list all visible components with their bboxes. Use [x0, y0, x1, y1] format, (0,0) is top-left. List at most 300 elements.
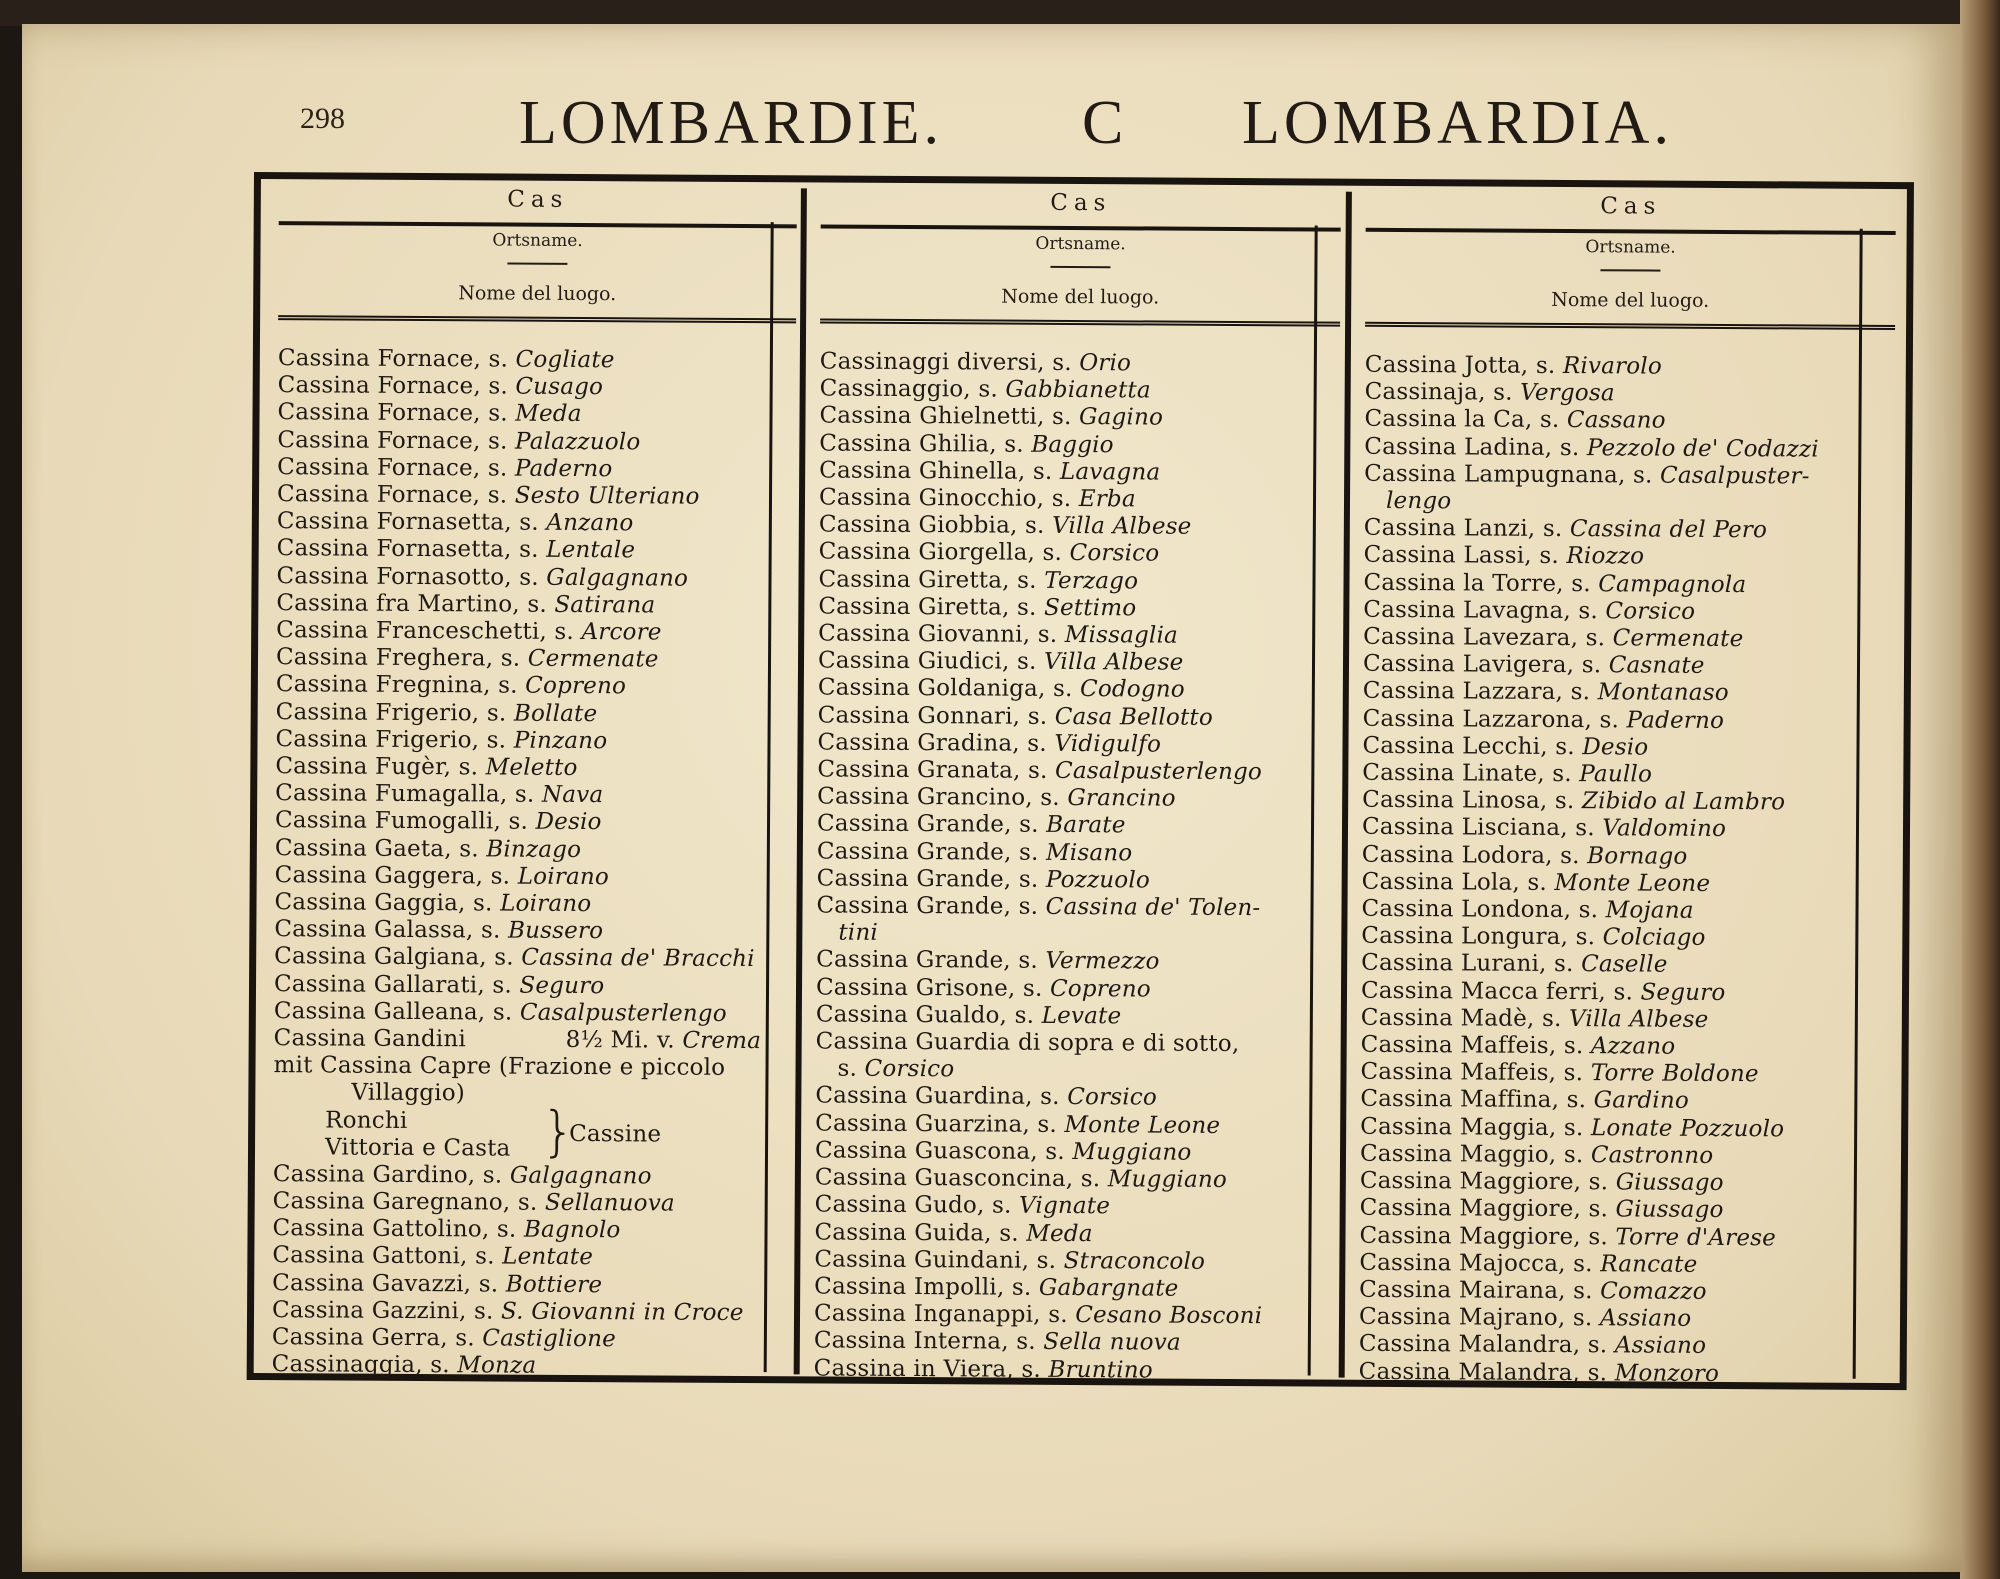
entry-name: Cassina Lazzarona: [1362, 705, 1585, 733]
entry-reference: Misano: [1045, 839, 1133, 867]
list-item: Cassina Frigerio, s. Bollate: [275, 698, 598, 727]
entry-reference: Lentate: [502, 1243, 594, 1271]
list-item: Cassina Impolli, s. Gabargnate: [814, 1273, 1179, 1302]
list-item: Cassina Lodora, s. Bornago: [1361, 841, 1688, 870]
list-item: Cassina Maggiore, s. Giussago: [1359, 1195, 1724, 1224]
entry-reference: Bottiere: [505, 1271, 603, 1298]
entry-name: Cassina Lazzara: [1362, 678, 1556, 706]
entry-name: Cassina Madè: [1360, 1004, 1528, 1032]
list-item: Cassina Maggia, s. Lonate Pozzuolo: [1360, 1113, 1785, 1143]
entry-reference: Rancate: [1600, 1250, 1698, 1278]
entry-reference: Monte Leone: [1554, 869, 1711, 897]
entry-reference: Vergosa: [1520, 379, 1615, 407]
entry-name: Cassina Guascona: [814, 1137, 1031, 1165]
entry-reference: Riozzo: [1566, 543, 1645, 570]
entry-reference: Lonate Pozzuolo: [1590, 1114, 1785, 1143]
entry-name: Cassina Gattolino: [272, 1215, 482, 1243]
column-subhead-german: Ortsname.: [492, 230, 583, 252]
entry-reference: Gabargnate: [1038, 1274, 1179, 1302]
entry-name: Cassinaggia: [271, 1351, 416, 1379]
entry-reference: Muggiano: [1072, 1138, 1192, 1166]
list-item: Cassina Giretta, s. Terzago: [818, 566, 1139, 595]
entry-name: Cassina Guarzina: [815, 1110, 1023, 1138]
entry-name: Cassina Guardina: [815, 1082, 1026, 1111]
entry-reference: Cusago: [515, 373, 604, 401]
list-item: Cassina Grisone, s. Copreno: [815, 974, 1151, 1003]
entry-name: Cassina Guardia di sopra e di sotto: [815, 1028, 1232, 1058]
entry-reference: Azzano: [1590, 1033, 1676, 1060]
list-item: Cassina Fornace, s. Sesto Ulteriano: [276, 481, 700, 510]
entry-reference: Valdomino: [1602, 815, 1727, 843]
entry-name: Cassina Galgiana: [274, 943, 480, 971]
list-item: Cassina Fumagalla, s. Nava: [275, 780, 604, 809]
head-rule: [279, 221, 797, 228]
entry-reference: Casnate: [1608, 652, 1705, 680]
list-item: Cassina Grande, s. Misano: [816, 838, 1133, 867]
entry-name: Cassina Lola: [1361, 868, 1513, 896]
entry-reference: Bagnolo: [523, 1216, 621, 1244]
list-item: Cassina Garegnano, s. Sellanuova: [272, 1188, 675, 1217]
entry-name: Cassina Malandra: [1358, 1358, 1573, 1386]
entry-reference: Sella nuova: [1043, 1329, 1181, 1356]
entry-name: Cassina Ghinella: [819, 457, 1018, 485]
entry-reference: Cermenate: [1612, 625, 1744, 653]
entry-name: Cassina Fornace: [277, 399, 474, 427]
entry-reference: Cassina del Pero: [1569, 516, 1768, 544]
head-rule-double: [820, 318, 1340, 326]
book-spine-edge: [1960, 0, 2000, 1579]
entry-reference: Levate: [1041, 1002, 1122, 1030]
entry-reference: Bussero: [507, 917, 604, 945]
list-item: Cassina Jotta, s. Rivarolo: [1364, 351, 1662, 380]
entry-name: Cassina Impolli: [814, 1273, 997, 1301]
brace-item: Vittoria e Casta: [324, 1134, 511, 1162]
entry-reference: Bruntino: [1048, 1356, 1153, 1384]
entry-reference: Pozzuolo: [1045, 866, 1151, 894]
entry-reference: Giussago: [1615, 1169, 1724, 1197]
entry-name: Cassinaggi diversi: [819, 348, 1038, 376]
entry-reference: Straconcolo: [1063, 1247, 1206, 1275]
entry-reference: Pezzolo de' Codazzi: [1586, 434, 1819, 463]
list-item: Cassina Galgiana, s. Cassina de' Bracchi: [274, 943, 755, 973]
list-item: Cassina Gavazzi, s. Bottiere: [272, 1269, 603, 1298]
entry-reference: Barate: [1046, 812, 1126, 839]
page-number: 298: [300, 102, 345, 135]
column-subhead-italian: Nome del luogo.: [1551, 288, 1710, 312]
entry-name: Cassina Fornace: [277, 453, 473, 482]
column-subhead-italian: Nome del luogo.: [1001, 285, 1160, 309]
entry-reference: Cassina de' Bracchi: [521, 945, 755, 973]
list-item: Cassina Grancino, s. Grancino: [817, 783, 1176, 812]
entry-name: Cassina Giorgella: [818, 538, 1028, 567]
gazetteer-table: [247, 172, 1914, 1390]
entry-name: Cassina Gaggia: [274, 889, 459, 917]
column-head: Cas: [507, 186, 569, 213]
entry-name: Cassina Jotta: [1364, 351, 1521, 379]
entry-name: Cassina Gradina: [817, 729, 1013, 757]
entry-reference: Copreno: [1049, 975, 1151, 1003]
entry-reference: Loirano: [500, 890, 592, 918]
entry-reference: Castiglione: [482, 1325, 617, 1353]
entry-name: Cassina Fornace: [277, 372, 474, 400]
list-item: Cassina Maffina, s. Gardino: [1360, 1086, 1690, 1115]
entry-name: Cassina Franceschetti: [276, 617, 540, 645]
list-item: Cassina fra Martino, s. Satirana: [276, 589, 656, 619]
list-item: Cassina Maggiore, s. Giussago: [1359, 1167, 1724, 1197]
entry-name: Cassina Grande: [816, 892, 1004, 920]
subhead-dash: [1050, 266, 1110, 268]
entry-reference: Torre d'Arese: [1615, 1223, 1777, 1251]
title-german: LOMBARDIE.: [519, 89, 944, 157]
entry-name: Cassina Grande: [816, 946, 1004, 975]
entry-name: Cassina Lanzi: [1363, 515, 1528, 543]
list-item: Cassina Giretta, s. Settimo: [818, 593, 1137, 622]
entry-name: Cassina Macca ferri: [1360, 977, 1599, 1005]
head-rule: [821, 224, 1341, 231]
entry-reference: Muggiano: [1107, 1166, 1228, 1194]
entry-name: Cassina Lurani: [1361, 950, 1540, 978]
entry-name: Cassina Gerra: [271, 1324, 441, 1352]
entry-reference: Villa Albese: [1052, 513, 1192, 540]
entry-name: Cassina Guasconcina: [814, 1164, 1066, 1193]
entry-name: Cassina Guindani: [814, 1246, 1022, 1274]
list-item: Cassina Franceschetti, s. Arcore: [276, 617, 662, 646]
entry-reference: Paderno: [1626, 707, 1725, 734]
list-item: Cassina Fornace, s. Palazzuolo: [277, 426, 641, 455]
list-item: Cassina Fornasotto, s. Galgagnano: [276, 562, 689, 592]
entry-reference: Meletto: [485, 754, 578, 782]
list-item: Cassina Giudici, s. Villa Albese: [817, 647, 1184, 676]
list-item: Cassina Galassa, s. Bussero: [274, 916, 604, 945]
entry-reference: Colciago: [1602, 924, 1706, 952]
column-subhead-italian: Nome del luogo.: [458, 282, 617, 306]
entry-name: Cassina Fugèr: [275, 753, 444, 781]
entry-name: Cassina Guida: [814, 1218, 985, 1246]
entry-name: Cassina Linosa: [1362, 787, 1540, 815]
list-item: Cassina Ghilia, s. Baggio: [819, 430, 1114, 458]
entry-name: Cassina Grande: [816, 810, 1005, 839]
entry-reference: Assiano: [1614, 1332, 1707, 1360]
entry-name: Cassina Maggiore: [1359, 1167, 1574, 1196]
entry-name: Cassina Maffeis: [1360, 1031, 1549, 1060]
entry-name: Cassina Gallarati: [273, 970, 478, 999]
brace-group: [273, 1099, 791, 1164]
list-item: Cassinaja, s. Vergosa: [1364, 378, 1615, 407]
entry-name: Cassina Freghera: [275, 644, 486, 672]
entry-name: Cassina Gonnari: [817, 702, 1013, 730]
entry-reference: Giussago: [1615, 1196, 1724, 1224]
entry-reference: Bornago: [1587, 842, 1688, 870]
entry-name: Cassina Lampugnana: [1364, 460, 1619, 489]
entry-name: Cassina Majrano: [1358, 1303, 1558, 1332]
entry-name: Cassina Maggio: [1359, 1140, 1549, 1168]
list-item: Cassina Goldaniga, s. Codogno: [817, 674, 1185, 704]
list-item: Cassina Lavezara, s. Cermenate: [1363, 623, 1744, 653]
list-item: Cassina Lecchi, s. Desio: [1362, 732, 1649, 761]
entry-name: Cassina Majocca: [1359, 1249, 1559, 1277]
list-item: Cassina Ghielnetti, s. Gagino: [819, 402, 1164, 431]
column-subhead-german: Ortsname.: [1585, 237, 1676, 258]
list-item: Cassina Lazzarona, s. Paderno: [1362, 705, 1725, 734]
entry-name: Cassina Frigerio: [275, 725, 472, 754]
entry-name: Cassina Giudici: [817, 647, 1003, 675]
entry-reference: Cogliate: [515, 346, 615, 374]
entry-reference: Seguro: [1640, 979, 1726, 1006]
list-item: Cassina Macca ferri, s. Seguro: [1360, 977, 1726, 1006]
list-item: Cassina Gaggia, s. Loirano: [274, 889, 592, 918]
list-item: Cassina Frigerio, s. Pinzano: [275, 725, 608, 755]
entry-reference: Settimo: [1043, 594, 1137, 622]
list-item: Cassina Gerra, s. Castiglione: [271, 1324, 617, 1353]
column-1: [271, 179, 797, 1379]
column-head: Cas: [1600, 193, 1662, 220]
entry-reference: Grancino: [1067, 785, 1176, 812]
list-item: Cassina Majocca, s. Rancate: [1359, 1249, 1698, 1278]
entry-name: Cassina Frigerio: [275, 698, 472, 726]
list-item: Cassina Malandra, s. Assiano: [1358, 1331, 1707, 1360]
list-item: Cassina Maffeis, s. Torre Boldone: [1360, 1059, 1759, 1088]
entry-reference: Vignate: [1018, 1192, 1111, 1220]
entry-reference-cont: tini: [838, 919, 879, 947]
entry-reference: Campagnola: [1598, 570, 1747, 598]
brace-item: Ronchi: [325, 1107, 408, 1134]
entry-reference: Anzano: [546, 510, 634, 537]
entry-name: Cassina Fornace: [277, 345, 474, 373]
brace-label: Cassine: [569, 1120, 662, 1148]
entry-name: Cassina Goldaniga: [817, 674, 1039, 703]
list-item: Cassina Fornace, s. Cusago: [277, 372, 604, 401]
entry-name: Cassina Gazzini: [271, 1296, 460, 1324]
list-item: Cassina Majrano, s. Assiano: [1358, 1303, 1692, 1332]
entry-name: Cassina in Viera: [813, 1354, 1007, 1383]
entry-reference: Codogno: [1079, 676, 1185, 704]
entry-name: Cassina fra Martino: [276, 589, 513, 618]
list-item: Cassina Lassi, s. Riozzo: [1363, 542, 1645, 570]
list-item: Cassina Fugèr, s. Meletto: [275, 753, 578, 782]
list-item: Cassina Gualdo, s. Levate: [815, 1001, 1122, 1030]
entry-name: Cassina Fornasotto: [276, 562, 505, 591]
list-item: Cassina Gardino, s. Galgagnano: [272, 1160, 652, 1190]
entry-reference: Desio: [535, 809, 602, 836]
entry-name: Cassina Gandini: [273, 1025, 467, 1053]
list-item: Cassina Granata, s. Casalpusterlengo: [817, 756, 1263, 786]
entry-name: Cassina Interna: [813, 1327, 1002, 1355]
entry-reference: Corsico: [864, 1056, 955, 1083]
entry-name: Cassina Giovanni: [818, 620, 1023, 648]
column-subhead-german: Ortsname.: [1035, 233, 1126, 255]
entry-reference: Casalpusterlengo: [519, 999, 727, 1027]
entry-reference: Castronno: [1590, 1142, 1714, 1169]
column-head: Cas: [1050, 189, 1112, 217]
entry-reference: Erba: [1078, 486, 1136, 513]
entry-name: Cassina Grisone: [815, 974, 1009, 1002]
list-item: Cassina Fumogalli, s. Desio: [274, 807, 602, 836]
entry-name: Cassina Gardino: [272, 1160, 468, 1189]
entry-reference: Gabbianetta: [1005, 376, 1151, 404]
list-item: Cassina Guardia di sopra e di sotto,: [815, 1028, 1240, 1058]
entry-reference: Meda: [1026, 1220, 1093, 1247]
entry-name: Cassina la Torre: [1363, 569, 1557, 597]
entry-name: Cassina Maggiore: [1359, 1222, 1574, 1250]
mit-line: mit Cassina Capre (Frazione e piccolo: [273, 1052, 726, 1082]
list-item: Cassina Gaeta, s. Binzago: [274, 834, 582, 863]
entry-reference: Cermenate: [527, 645, 659, 673]
column-3: [1358, 186, 1896, 1387]
list-item: Cassina Mairana, s. Comazzo: [1359, 1276, 1707, 1305]
entry-name: Cassina Maggiore: [1359, 1195, 1574, 1223]
entry-name: Cassina Lavezara: [1363, 623, 1571, 652]
list-item: Cassina Grande, s. Barate: [816, 810, 1126, 839]
entry-name: Cassina Fumogalli: [274, 807, 494, 835]
list-item: Cassina Guascona, s. Muggiano: [814, 1137, 1192, 1166]
entry-reference: Galgagnano: [509, 1162, 652, 1190]
entry-name: Cassina Gavazzi: [272, 1269, 464, 1297]
entry-reference: Monte Leone: [1064, 1111, 1221, 1139]
entry-name: Cassina Ladina: [1364, 433, 1545, 461]
entry-reference: Cassano: [1566, 407, 1666, 435]
entry-reference: Paullo: [1579, 761, 1653, 788]
list-item: Cassina Fornace, s. Cogliate: [277, 345, 615, 374]
entry-name: Cassina Maffina: [1360, 1086, 1552, 1114]
distance-reference: Crema: [682, 1027, 762, 1055]
entry-name: Cassina Malandra: [1358, 1331, 1573, 1359]
entry-name: Cassina Maffeis: [1360, 1059, 1549, 1087]
subhead-dash: [1600, 269, 1660, 271]
list-item: Cassina Ginocchio, s. Erba: [818, 484, 1136, 513]
entry-name: Cassina Lecchi: [1362, 732, 1541, 760]
entry-name: Cassina Inganappi: [813, 1300, 1034, 1328]
entry-name: Cassina Lavigera: [1362, 651, 1567, 679]
scan-top-edge: [0, 0, 2000, 26]
list-item: Cassina Gazzini, s. S. Giovanni in Croce: [271, 1296, 744, 1326]
list-item: Cassina Gudo, s. Vignate: [814, 1191, 1111, 1220]
entry-name: Cassina Galassa: [274, 916, 467, 944]
entry-name: Cassina Gudo: [814, 1191, 978, 1219]
entry-name: Cassina Granata: [817, 756, 1014, 784]
list-item: Cassina in Viera, s. Bruntino: [813, 1354, 1153, 1384]
entry-reference: Casalpuster-: [1659, 462, 1810, 490]
entry-name: Cassinaggio: [819, 375, 964, 403]
entry-reference: Villa Albese: [1568, 1005, 1709, 1033]
list-item: Cassina Fornasetta, s. Anzano: [276, 508, 634, 537]
entry-reference: Galgagnano: [546, 564, 689, 592]
entry-reference: Cesano Bosconi: [1075, 1302, 1263, 1330]
list-item: Cassina Guarzina, s. Monte Leone: [815, 1110, 1221, 1139]
list-item: Cassinaggi diversi, s. Orio: [819, 348, 1132, 377]
entry-reference: Vermezzo: [1045, 948, 1160, 976]
entry-reference: Assiano: [1599, 1305, 1692, 1332]
entry-name: Cassina Linate: [1362, 759, 1538, 787]
column-divider: [1339, 192, 1352, 1378]
entry-name: Cassina Lavagna: [1363, 596, 1564, 624]
entry-reference: Rivarolo: [1562, 352, 1662, 380]
entry-reference: Comazzo: [1600, 1278, 1707, 1305]
list-item: Cassinaggia, s. Monza: [271, 1351, 537, 1379]
entry-name: Cassina Giobbia: [818, 511, 1011, 539]
entry-reference: S. Giovanni in Croce: [500, 1298, 744, 1326]
entry-reference: Sellanuova: [544, 1189, 675, 1217]
entry-reference: Seguro: [519, 972, 605, 999]
mit-line-cont: Villaggio): [351, 1080, 466, 1107]
entry-reference: Missaglia: [1064, 621, 1179, 649]
list-item: Cassina Lavagna, s. Corsico: [1363, 596, 1696, 625]
entry-reference: Villa Albese: [1043, 649, 1184, 676]
entry-name: Cassina Gualdo: [815, 1001, 1000, 1029]
list-item: Cassina Madè, s. Villa Albese: [1360, 1004, 1709, 1033]
entry-reference-cont: lengo: [1385, 487, 1452, 515]
entry-reference: Lentale: [546, 537, 636, 564]
list-item: Cassina Grande, s. Pozzuolo: [816, 865, 1151, 894]
entry-name: Cassina Giretta: [818, 566, 1003, 594]
entry-name: Cassina Fornasetta: [276, 508, 505, 536]
list-item: [274, 1025, 792, 1055]
list-item: Cassina Gallarati, s. Seguro: [273, 970, 605, 999]
list-item: Cassina Giovanni, s. Missaglia: [818, 620, 1179, 649]
entry-name: Cassina Galleana: [273, 998, 478, 1026]
list-item: Cassina Guardina, s. Corsico: [815, 1082, 1158, 1112]
entry-name: Cassina Gattoni: [272, 1242, 461, 1270]
head-rule: [1366, 228, 1896, 235]
list-item: Cassina Giorgella, s. Corsico: [818, 538, 1160, 567]
list-item: Cassina Galleana, s. Casalpusterlengo: [273, 998, 727, 1027]
list-item: Cassina Gradina, s. Vidigulfo: [817, 729, 1162, 758]
entry-name: Cassina Longura: [1361, 923, 1561, 951]
entry-name: Cassina Maggia: [1360, 1113, 1549, 1141]
entry-reference: Baggio: [1031, 431, 1114, 458]
list-item: Cassina Ghinella, s. Lavagna: [819, 457, 1161, 486]
entry-reference: Nava: [541, 782, 604, 809]
list-item: Cassina Maggio, s. Castronno: [1359, 1140, 1714, 1169]
entry-list: [272, 345, 796, 1381]
entry-reference: Monzoro: [1614, 1359, 1720, 1387]
list-item: Cassina Lisciana, s. Valdomino: [1361, 814, 1727, 843]
entry-reference: Desio: [1582, 733, 1649, 761]
entry-reference: Paderno: [514, 455, 613, 483]
list-item: Cassina la Ca, s. Cassano: [1364, 406, 1666, 435]
entry-list: [1359, 352, 1895, 1389]
entry-name: Cassina Lodora: [1361, 841, 1546, 869]
list-item: Cassina Gattolino, s. Bagnolo: [272, 1215, 621, 1244]
entry-name: Cassina Ghilia: [819, 430, 990, 458]
entry-reference: Corsico: [1067, 1084, 1158, 1112]
entry-name: Cassina Fornasetta: [276, 535, 505, 563]
entry-reference: Caselle: [1581, 951, 1668, 979]
entry-reference: Zibido al Lambro: [1581, 788, 1786, 816]
entry-name: Cassina Mairana: [1359, 1276, 1559, 1304]
entry-reference: Mojana: [1605, 897, 1694, 924]
list-item: Cassina Lurani, s. Caselle: [1361, 950, 1668, 979]
entry-reference: Lavagna: [1059, 458, 1161, 486]
entry-name: Cassina la Ca: [1364, 406, 1525, 434]
list-item: Cassina Lola, s. Monte Leone: [1361, 868, 1711, 897]
title-italian: LOMBARDIA.: [1242, 89, 1673, 157]
list-item: Cassina Guindani, s. Straconcolo: [814, 1246, 1206, 1275]
entry-reference: Gardino: [1593, 1087, 1690, 1115]
entry-name: Cassina Grande: [816, 865, 1004, 893]
entry-reference: Sesto Ulteriano: [514, 482, 700, 510]
entry-reference: Cassina de' Tolen-: [1045, 893, 1261, 922]
list-item: Cassina Fregnina, s. Copreno: [275, 671, 627, 700]
entry-reference: Montanaso: [1597, 679, 1729, 707]
entry-name: Cassina Fornace: [276, 481, 473, 509]
book-page: [22, 24, 1962, 1572]
title-letter: C: [1082, 89, 1128, 157]
distance-note: [566, 1027, 762, 1055]
list-item: Cassina Gonnari, s. Casa Bellotto: [817, 702, 1214, 731]
entry-list: [814, 348, 1340, 1385]
entry-reference: Copreno: [525, 673, 627, 700]
list-item: Cassina Guasconcina, s. Muggiano: [814, 1164, 1228, 1194]
